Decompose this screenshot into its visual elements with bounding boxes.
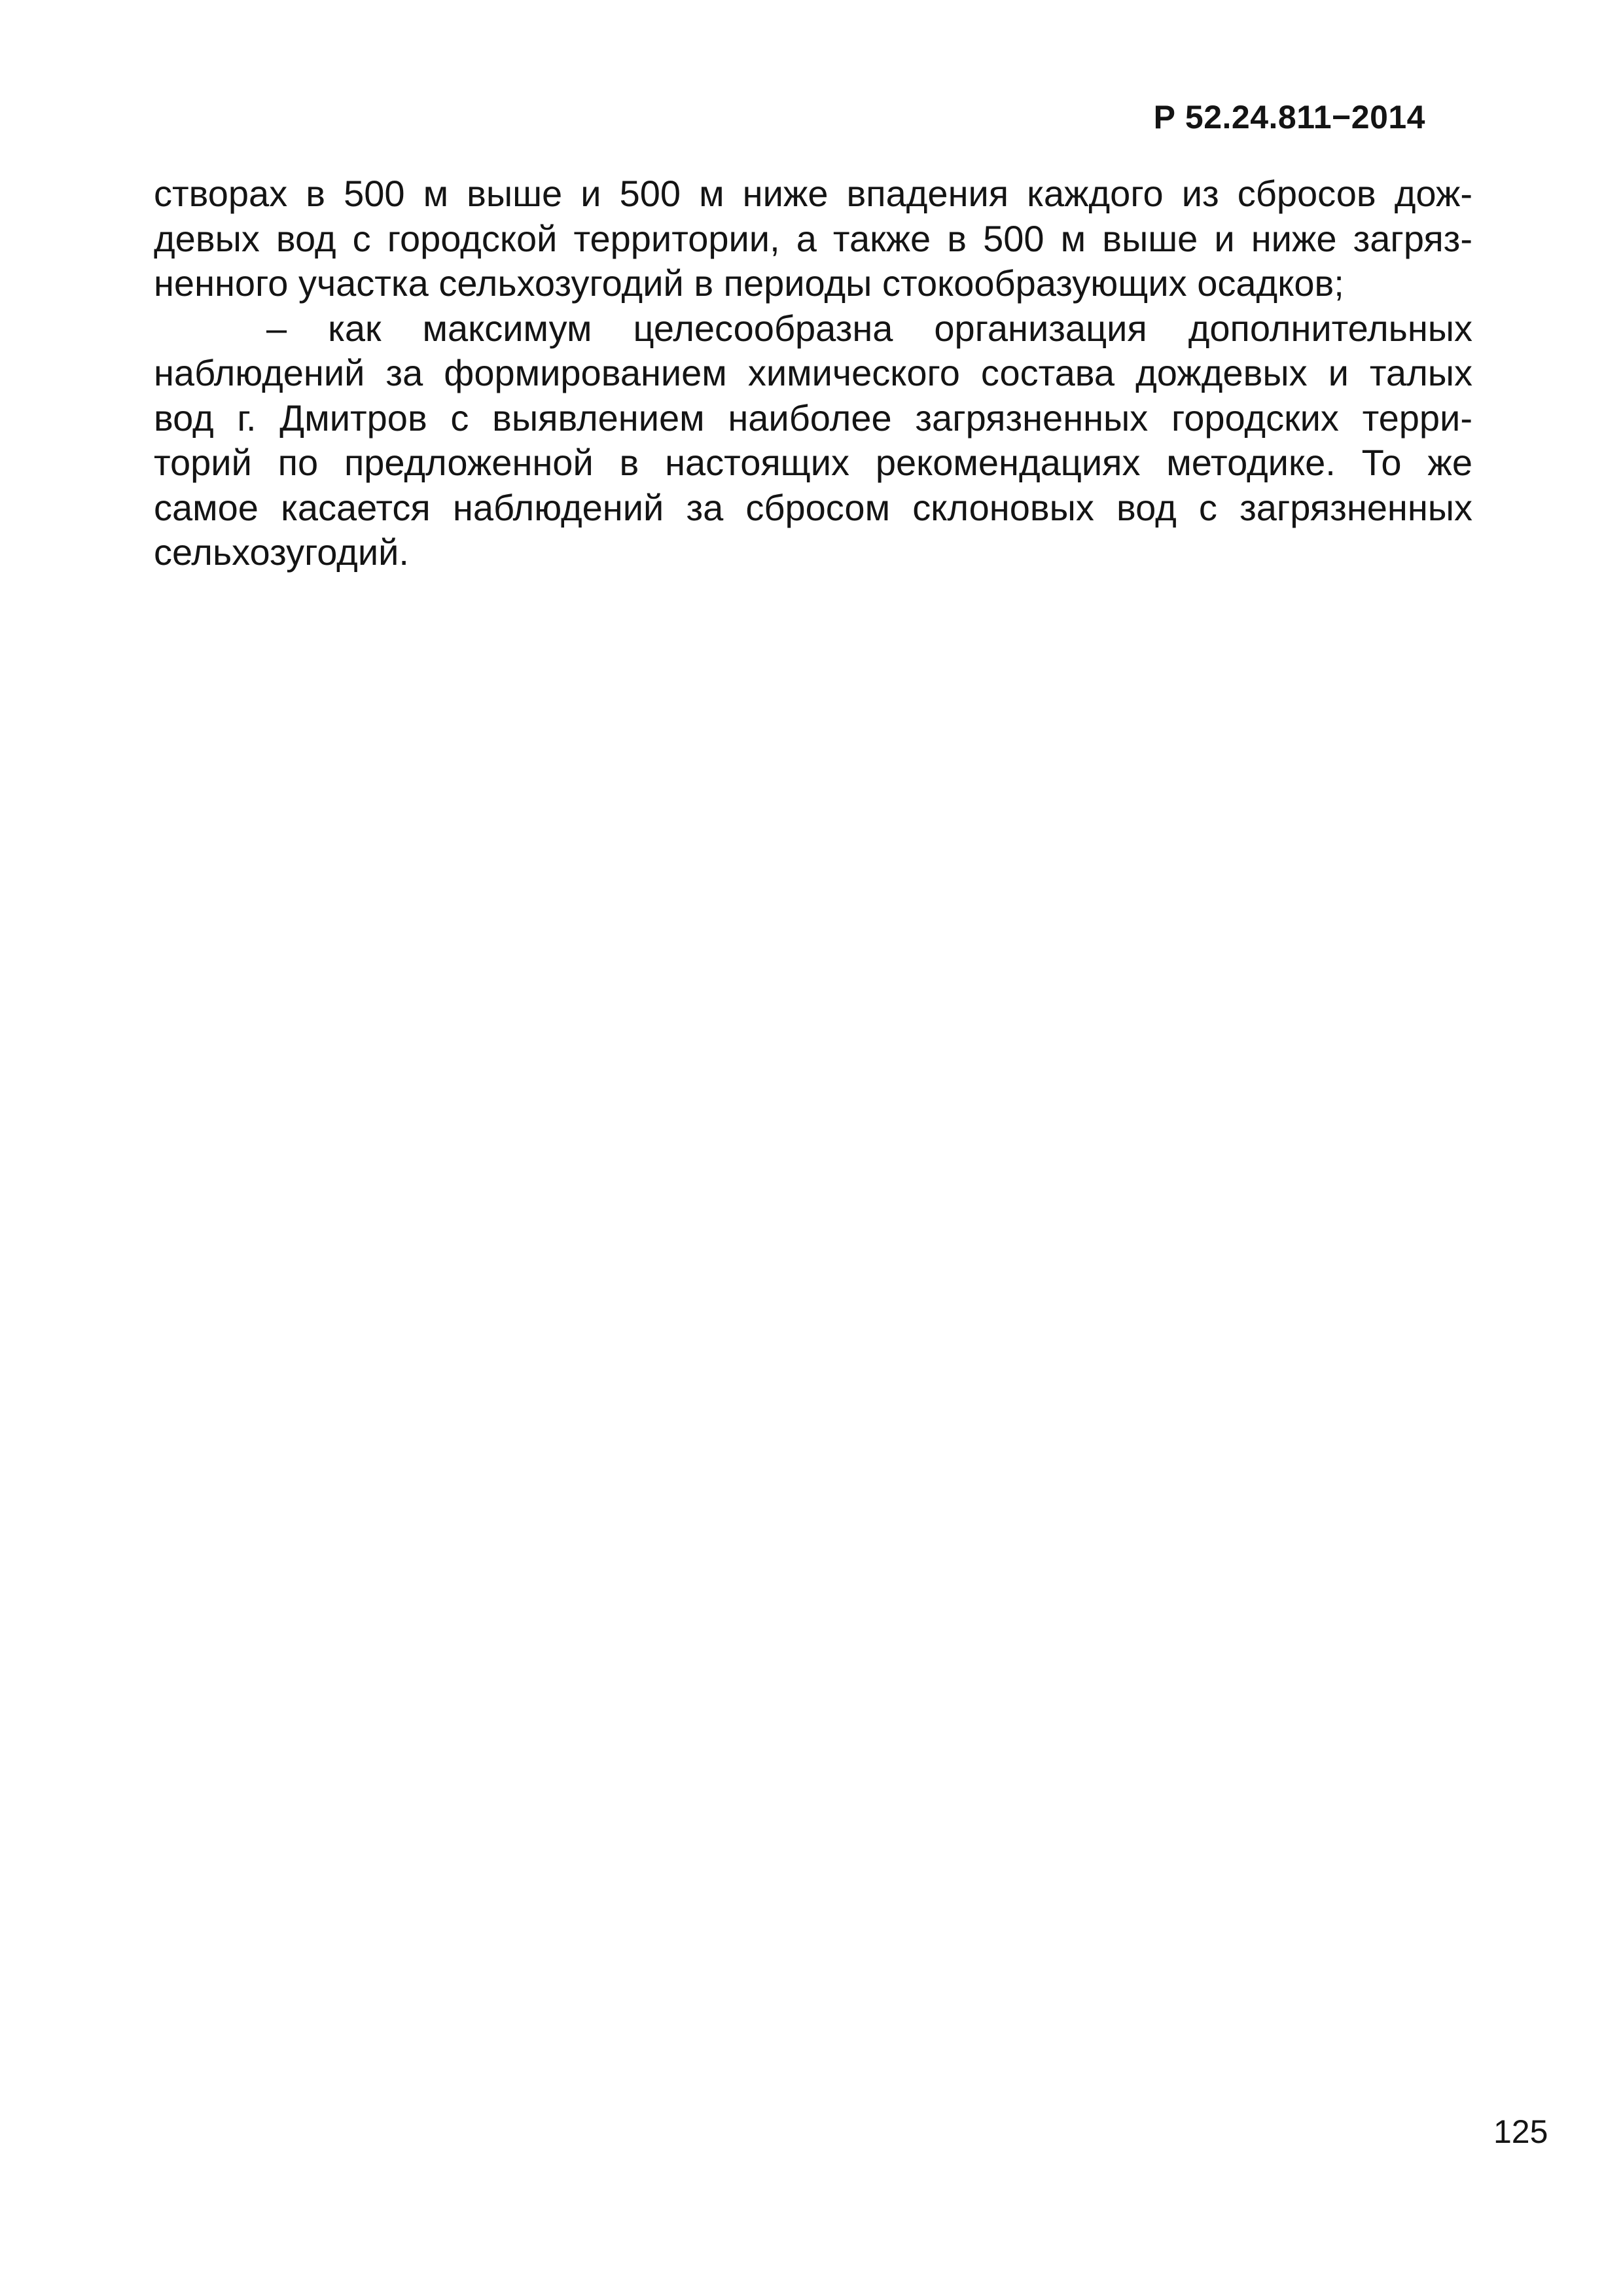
document-code: Р 52.24.811−2014 xyxy=(1153,99,1425,135)
body-text xyxy=(154,171,1472,575)
text-line: самое касается наблюдений за сбросом склоновых вод с загрязненных xyxy=(154,486,1472,528)
text-line: створах в 500 м выше и 500 м ниже впадения каждого из сбросов дож- xyxy=(154,173,1472,214)
list-item-text-line: – как максимум целесообразна организация дополнительных xyxy=(266,307,1472,349)
text-line: девых вод с городской территории, а также в 500 м выше и ниже загряз- xyxy=(154,217,1472,259)
text-line: вод г. Дмитров с выявлением наиболее загрязненных городских терри- xyxy=(154,397,1472,439)
text-line: ненного участка сельхозугодий в периоды стокообразующих осадков; xyxy=(154,262,1344,304)
text-line: торий по предложенной в настоящих рекомендациях методике. То же xyxy=(154,442,1472,483)
text-line: сельхозугодий. xyxy=(154,531,409,573)
page-number: 125 xyxy=(1493,2113,1548,2150)
text-line: наблюдений за формированием химического состава дождевых и талых xyxy=(154,352,1472,393)
